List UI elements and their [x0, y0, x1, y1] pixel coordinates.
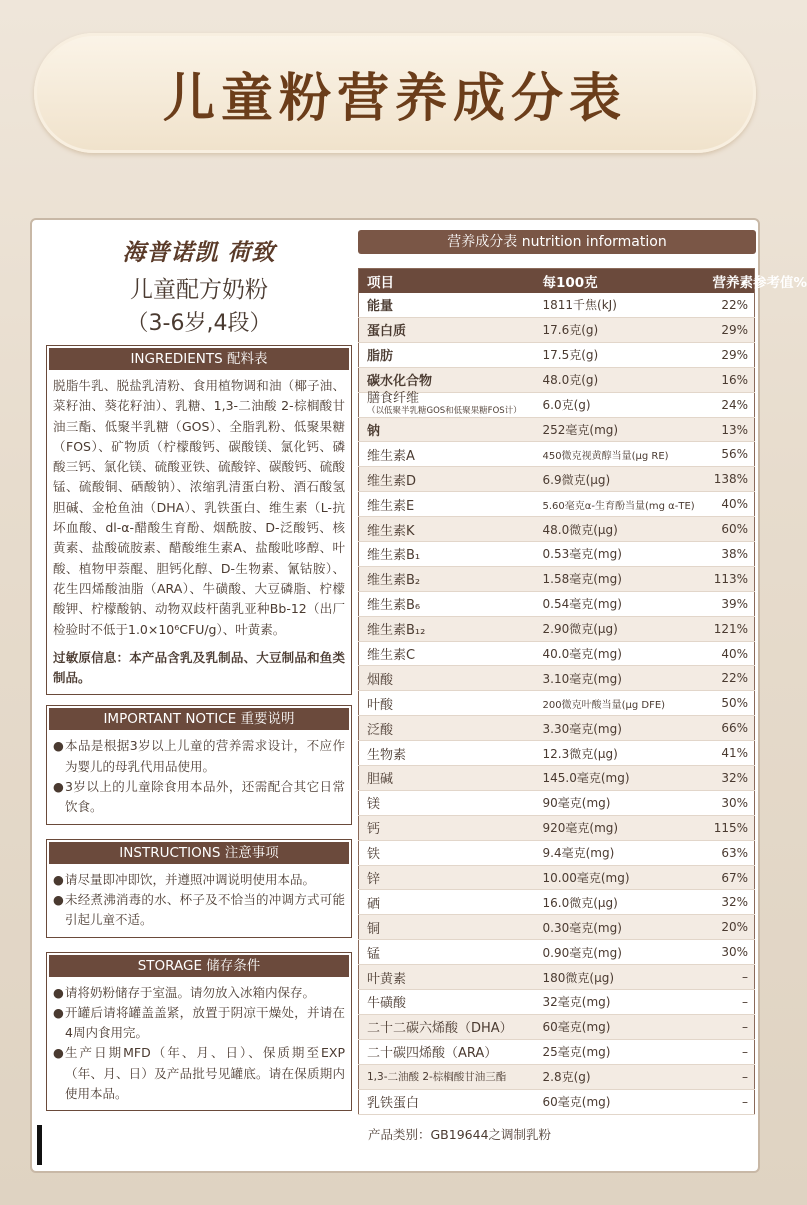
nutrient-name: 1,3-二油酸 2-棕榈酸甘油三酯: [359, 1064, 535, 1089]
nutrient-amount: 0.54毫克(mg): [535, 591, 705, 616]
list-item: ● 3岁以上的儿童除食用本品外，还需配合其它日常饮食。: [53, 779, 345, 815]
nutrient-nrv: 115%: [705, 815, 755, 840]
table-row: [359, 317, 755, 342]
table-row: [359, 990, 755, 1015]
nutrient-name: 钙: [359, 815, 535, 840]
table-row: [359, 716, 755, 741]
table-row: [359, 1014, 755, 1039]
nutrient-nrv: 50%: [705, 691, 755, 716]
nutrient-name: 铁: [359, 840, 535, 865]
nutrient-name: 叶黄素: [359, 965, 535, 990]
nutrient-nrv: 67%: [705, 865, 755, 890]
nutrient-name: 维生素D: [359, 467, 535, 492]
nutrient-amount: 32毫克(mg): [535, 990, 705, 1015]
nutrient-nrv: 40%: [705, 492, 755, 517]
nutrient-nrv: 29%: [705, 317, 755, 342]
nutrient-name: 乳铁蛋白: [359, 1089, 535, 1114]
nutrient-amount: 90毫克(mg): [535, 790, 705, 815]
nutrient-amount: 17.5克(g): [535, 342, 705, 367]
nutrient-nrv: –: [705, 1089, 755, 1114]
nutrient-amount: 25毫克(mg): [535, 1039, 705, 1064]
nutrient-nrv: 113%: [705, 566, 755, 591]
storage-body: [47, 979, 351, 1111]
nutrient-name: 叶酸: [359, 691, 535, 716]
nutrient-name: 脂肪: [359, 342, 535, 367]
instructions-box: [46, 839, 352, 938]
table-header-row: [359, 269, 755, 293]
nutrient-nrv: 38%: [705, 542, 755, 567]
storage-heading: STORAGE 储存条件: [49, 955, 349, 977]
nutrient-name: 二十碳四烯酸（ARA）: [359, 1039, 535, 1064]
table-row: [359, 965, 755, 990]
title-banner: [34, 33, 756, 153]
table-row: [359, 1064, 755, 1089]
nutrient-nrv: 39%: [705, 591, 755, 616]
table-row: [359, 342, 755, 367]
nutrient-amount: 0.53毫克(mg): [535, 542, 705, 567]
nutrient-nrv: 56%: [705, 442, 755, 467]
table-row: [359, 542, 755, 567]
table-row: [359, 467, 755, 492]
list-item: ● 本品是根据3岁以上儿童的营养需求设计，不应作为婴儿的母乳代用品使用。: [53, 738, 345, 774]
nutrient-nrv: 29%: [705, 342, 755, 367]
table-row: [359, 741, 755, 766]
nutrient-name: 铜: [359, 915, 535, 940]
nutrient-amount: 0.30毫克(mg): [535, 915, 705, 940]
nutrient-nrv: 60%: [705, 517, 755, 542]
nutrient-name: 烟酸: [359, 666, 535, 691]
nutrient-nrv: 22%: [705, 666, 755, 691]
nutrient-amount: 17.6克(g): [535, 317, 705, 342]
table-row: [359, 915, 755, 940]
table-row: [359, 392, 755, 417]
nutrient-nrv: 24%: [705, 392, 755, 417]
nutrient-amount: 252毫克(mg): [535, 417, 705, 442]
table-row: [359, 417, 755, 442]
nutrient-nrv: –: [705, 990, 755, 1015]
nutrient-name: 维生素E: [359, 492, 535, 517]
nutrient-name: 维生素B₁₂: [359, 616, 535, 641]
table-row: [359, 890, 755, 915]
nutrient-amount: 60毫克(mg): [535, 1014, 705, 1039]
table-row: [359, 766, 755, 791]
nutrient-name: 锰: [359, 940, 535, 965]
notice-body: [47, 732, 351, 823]
brand-logo-text: 海普诺凯 荷致: [122, 240, 276, 266]
nutrient-name: 生物素: [359, 741, 535, 766]
nutrient-amount: 200微克叶酸当量(μg DFE): [535, 691, 705, 716]
list-item: ● 生产日期MFD（年、月、日）、保质期至EXP（年、月、日）及产品批号见罐底。请在保质期内使用本品。: [53, 1045, 345, 1102]
nutrient-amount: 6.0克(g): [535, 392, 705, 417]
product-category: 产品类别：GB19644之调制乳粉: [368, 1126, 552, 1142]
table-row: [359, 517, 755, 542]
table-row: [359, 666, 755, 691]
column-header-nrv: 营养素参考值%: [705, 269, 755, 293]
table-row: [359, 1089, 755, 1114]
column-header-amount: 每100克: [535, 269, 705, 293]
nutrient-nrv: –: [705, 1014, 755, 1039]
notice-box: [46, 705, 352, 824]
nutrient-amount: 3.30毫克(mg): [535, 716, 705, 741]
table-row: [359, 790, 755, 815]
nutrient-name: 泛酸: [359, 716, 535, 741]
nutrient-nrv: 20%: [705, 915, 755, 940]
nutrient-name: 硒: [359, 890, 535, 915]
nutrient-amount: 40.0毫克(mg): [535, 641, 705, 666]
nutrient-name: 二十二碳六烯酸（DHA）: [359, 1014, 535, 1039]
nutrient-nrv: 121%: [705, 616, 755, 641]
nutrient-name: 维生素B₁: [359, 542, 535, 567]
list-item: ● 请尽量即冲即饮，并遵照冲调说明使用本品。: [53, 871, 316, 887]
product-stage: （3-6岁,4段）: [126, 311, 272, 336]
ingredients-text: 脱脂牛乳、脱盐乳清粉、食用植物调和油（椰子油、菜籽油、葵花籽油）、乳糖、1,3-二油酸 2-棕榈酸甘油三酯、低聚半乳糖（GOS）、全脂乳粉、低聚果糖（FOS）、矿物质（柠檬酸钙、碳酸镁、氯化钙、磷酸三钙、氯化镁、硫酸亚铁、硫酸锌、碳酸钙、硫酸锰、硫酸铜、硒酸钠）、浓缩乳清蛋白粉、酒石酸氢胆碱、金枪鱼油（DHA）、乳铁蛋白、维生素（L-抗坏血酸、dl-α-醋酸生育酚、烟酰胺、D-泛酸钙、核黄素、盐酸硫胺素、醋酸维生素A、盐酸吡哆醇、叶酸、植物甲萘醌、胆钙化醇、D-生物素、氰钴胺）、花生四烯酸油脂（ARA）、牛磺酸、大豆磷脂、柠檬酸钾、柠檬酸钠、动物双歧杆菌乳亚种Bb-12（出厂检验时不低于1.0×10⁶CFU/g）、叶黄素。: [53, 378, 345, 637]
nutrient-nrv: 41%: [705, 741, 755, 766]
instructions-heading: INSTRUCTIONS 注意事项: [49, 842, 349, 864]
nutrient-name: 维生素B₂: [359, 566, 535, 591]
nutrient-name: 能量: [359, 293, 535, 318]
nutrient-amount: 1811千焦(kJ): [535, 293, 705, 318]
ingredients-heading: INGREDIENTS 配料表: [49, 348, 349, 370]
table-row: [359, 442, 755, 467]
nutrient-name: 碳水化合物: [359, 367, 535, 392]
nutrient-amount: 0.90毫克(mg): [535, 940, 705, 965]
table-row: [359, 492, 755, 517]
nutrient-name: 蛋白质: [359, 317, 535, 342]
nutrient-amount: 3.10毫克(mg): [535, 666, 705, 691]
nutrient-name: 维生素B₆: [359, 591, 535, 616]
nutrient-nrv: –: [705, 965, 755, 990]
nutrition-table: [358, 268, 807, 1115]
table-row: [359, 865, 755, 890]
nutrient-amount: 48.0微克(μg): [535, 517, 705, 542]
nutrient-name: 维生素K: [359, 517, 535, 542]
nutrient-nrv: 63%: [705, 840, 755, 865]
nutrient-nrv: 16%: [705, 367, 755, 392]
nutrient-amount: 145.0毫克(mg): [535, 766, 705, 791]
table-row: [359, 293, 755, 318]
nutrient-nrv: –: [705, 1039, 755, 1064]
nutrient-nrv: 13%: [705, 417, 755, 442]
nutrient-nrv: 30%: [705, 790, 755, 815]
table-row: [359, 641, 755, 666]
nutrient-name: [359, 392, 535, 417]
nutrient-nrv: 32%: [705, 890, 755, 915]
table-row: [359, 616, 755, 641]
allergen-info: 过敏原信息：本产品含乳及乳制品、大豆制品和鱼类制品。: [53, 649, 345, 686]
nutrient-amount: 180微克(μg): [535, 965, 705, 990]
nutrient-nrv: 30%: [705, 940, 755, 965]
nutrient-amount: 12.3微克(μg): [535, 741, 705, 766]
list-item: ● 开罐后请将罐盖盖紧，放置于阴凉干燥处，并请在4周内食用完。: [53, 1004, 345, 1041]
edge-mark: [37, 1125, 42, 1165]
nutrient-nrv: –: [705, 1064, 755, 1089]
nutrient-amount: 6.9微克(μg): [535, 467, 705, 492]
list-item: ● 未经煮沸消毒的水、杯子及不恰当的冲调方式可能引起儿童不适。: [53, 891, 345, 928]
table-row: [359, 1039, 755, 1064]
nutrient-amount: 450微克视黄醇当量(μg RE): [535, 442, 705, 467]
instructions-body: [47, 866, 351, 937]
table-row: [359, 566, 755, 591]
ingredients-box: [46, 345, 352, 695]
nutrition-card: [30, 218, 807, 1173]
storage-box: [46, 952, 352, 1112]
left-column: [46, 220, 352, 1111]
nutrient-name: 维生素A: [359, 442, 535, 467]
page-title: 儿童粉营养成分表: [162, 68, 627, 129]
nutrient-name: 牛磺酸: [359, 990, 535, 1015]
nutrient-amount: 2.8克(g): [535, 1064, 705, 1089]
nutrient-amount: 1.58毫克(mg): [535, 566, 705, 591]
nutrient-name: 维生素C: [359, 641, 535, 666]
column-header-item: 项目: [359, 269, 535, 293]
nutrient-name: 胆碱: [359, 766, 535, 791]
nutrient-name: 镁: [359, 790, 535, 815]
nutrient-amount: 9.4毫克(mg): [535, 840, 705, 865]
nutrient-nrv: 22%: [705, 293, 755, 318]
nutrient-amount: 5.60毫克α-生育酚当量(mg α-TE): [535, 492, 705, 517]
ingredients-body: [47, 372, 351, 694]
nutrient-name: 钠: [359, 417, 535, 442]
nutrient-label: 膳食纤维: [367, 390, 420, 406]
nutrient-amount: 10.00毫克(mg): [535, 865, 705, 890]
nutrient-nrv: 40%: [705, 641, 755, 666]
nutrient-nrv: 138%: [705, 467, 755, 492]
nutrient-amount: 16.0微克(μg): [535, 890, 705, 915]
list-item: ● 请将奶粉储存于室温。请勿放入冰箱内保存。: [53, 984, 316, 1000]
table-row: [359, 815, 755, 840]
table-row: [359, 840, 755, 865]
nutrient-nrv: 66%: [705, 716, 755, 741]
nutrient-amount: 48.0克(g): [535, 367, 705, 392]
nutrient-amount: 2.90微克(μg): [535, 616, 705, 641]
table-row: [359, 691, 755, 716]
nutrient-nrv: 32%: [705, 766, 755, 791]
nutrient-note: （以低聚半乳糖GOS和低聚果糖FOS计）: [367, 405, 522, 416]
product-name: 儿童配方奶粉: [130, 277, 268, 303]
nutrition-title: 营养成分表 nutrition information: [358, 230, 756, 254]
nutrient-amount: 920毫克(mg): [535, 815, 705, 840]
notice-heading: IMPORTANT NOTICE 重要说明: [49, 708, 349, 730]
table-row: [359, 367, 755, 392]
right-column: [358, 230, 807, 1143]
nutrient-name: 锌: [359, 865, 535, 890]
table-row: [359, 940, 755, 965]
nutrient-amount: 60毫克(mg): [535, 1089, 705, 1114]
table-row: [359, 591, 755, 616]
